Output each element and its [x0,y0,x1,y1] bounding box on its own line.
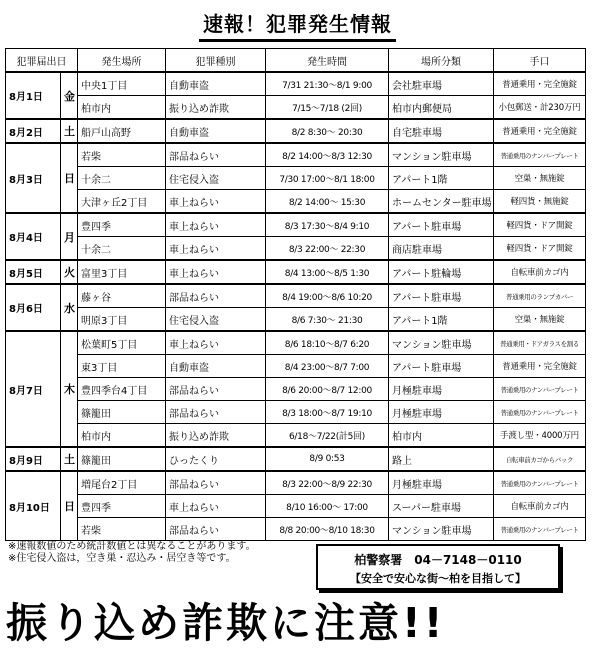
location-category-cell: 柏市内 [389,424,494,448]
method-cell: 空巣・無施錠 [494,308,586,332]
crime-type-cell: 自動車盗 [166,72,266,96]
table-row [6,167,586,190]
place-cell: 若柴 [78,518,166,541]
place-cell: 篠籠田 [78,447,166,471]
crime-type-cell: 車上ねらい [166,213,266,237]
place-cell: 柏市内 [78,424,166,448]
table-row [6,424,586,448]
report-date-cell: 8月1日 [6,72,61,119]
day-of-week-cell: 水 [61,284,78,331]
header-location-category: 場所分類 [389,49,494,73]
report-date-cell: 8月7日 [6,331,61,447]
time-cell: 8/2 8:30～ 20:30 [266,119,389,143]
report-date-cell: 8月6日 [6,284,61,331]
header-crime-type: 犯罪種別 [166,49,266,73]
crime-table [5,48,586,541]
time-cell: 8/4 13:00～8/5 1:30 [266,260,389,284]
time-cell: 8/3 17:30～8/4 9:10 [266,213,389,237]
table-row [6,213,586,237]
crime-type-cell: 車上ねらい [166,331,266,355]
place-cell: 富里3丁目 [78,260,166,284]
report-date-cell: 8月3日 [6,143,61,213]
method-cell: 普通乗用のナンバープレート [494,401,586,424]
police-contact-box [316,544,560,590]
table-row [6,378,586,401]
place-cell: 篠籠田 [78,401,166,424]
table-row [6,284,586,308]
location-category-cell: マンション駐車場 [389,518,494,541]
crime-type-cell: 車上ねらい [166,495,266,518]
header-report-date: 犯罪届出日 [6,49,78,73]
table-row [6,518,586,541]
crime-type-cell: 振り込め詐欺 [166,424,266,448]
location-category-cell: マンション駐車場 [389,143,494,167]
method-cell: 普通乗用のナンバープレート [494,471,586,495]
report-date-cell: 8月10日 [6,471,61,541]
location-category-cell: アパート1階 [389,167,494,190]
time-cell: 8/10 16:00～ 17:00 [266,495,389,518]
method-cell: 手渡し型・4000万円 [494,424,586,448]
crime-type-cell: 部品ねらい [166,401,266,424]
table-row [6,355,586,378]
location-category-cell: アパート駐輪場 [389,260,494,284]
notes [8,541,256,565]
time-cell: 7/15～7/18 (2回) [266,96,389,120]
location-category-cell: 自宅駐車場 [389,119,494,143]
table-header-row [6,49,586,73]
crime-type-cell: 車上ねらい [166,237,266,261]
report-date-cell: 8月4日 [6,213,61,260]
location-category-cell: 路上 [389,447,494,471]
method-cell: 空巣・無施錠 [494,167,586,190]
place-cell: 増尾台2丁目 [78,471,166,495]
location-category-cell: 月極駐車場 [389,378,494,401]
time-cell: 8/6 7:30～ 21:30 [266,308,389,332]
time-cell: 8/3 22:00～ 22:30 [266,237,389,261]
place-cell: 中央1丁目 [78,72,166,96]
table-row [6,308,586,332]
table-row [6,331,586,355]
time-cell: 8/2 14:00～8/3 12:30 [266,143,389,167]
page-title-text: 速報！犯罪発生情報 [199,8,396,42]
time-cell: 8/9 0:53 [266,447,389,471]
crime-type-cell: 自動車盗 [166,355,266,378]
time-cell: 7/31 21:30～8/1 9:00 [266,72,389,96]
location-category-cell: アパート駐車場 [389,213,494,237]
crime-type-cell: 部品ねらい [166,143,266,167]
time-cell: 6/18～7/22(計5回) [266,424,389,448]
crime-type-cell: 部品ねらい [166,378,266,401]
place-cell: 松葉町5丁目 [78,331,166,355]
day-of-week-cell: 金 [61,72,78,119]
table-row [6,96,586,120]
location-category-cell: 柏市内郵便局 [389,96,494,120]
table-row [6,447,586,471]
location-category-cell: 会社駐車場 [389,72,494,96]
crime-type-cell: 部品ねらい [166,284,266,308]
location-category-cell: 月極駐車場 [389,401,494,424]
method-cell: 小包郵送・計230万円 [494,96,586,120]
fraud-warning-slogan: 振り込め詐欺に注意!! [6,599,446,647]
method-cell: 普通乗用・完全施錠 [494,355,586,378]
method-cell: 普通乗用のナンバープレート [494,378,586,401]
table-row [6,237,586,261]
crime-type-cell: 振り込め詐欺 [166,96,266,120]
table-row [6,260,586,284]
time-cell: 7/30 17:00～8/1 18:00 [266,167,389,190]
time-cell: 8/8 20:00～8/10 18:30 [266,518,389,541]
page-title [0,8,595,42]
place-cell: 豊四季台4丁目 [78,378,166,401]
header-place: 発生場所 [78,49,166,73]
table-row [6,190,586,214]
time-cell: 8/4 19:00～8/6 10:20 [266,284,389,308]
time-cell: 8/6 20:00～8/7 12:00 [266,378,389,401]
day-of-week-cell: 日 [61,143,78,213]
location-category-cell: アパート駐車場 [389,284,494,308]
day-of-week-cell: 土 [61,119,78,143]
place-cell: 明原3丁目 [78,308,166,332]
place-cell: 若柴 [78,143,166,167]
day-of-week-cell: 月 [61,213,78,260]
location-category-cell: ホームセンター駐車場 [389,190,494,214]
police-motto: 【安全で安心な街～柏を目指して】 [350,572,526,585]
table-row [6,143,586,167]
crime-type-cell: 車上ねらい [166,260,266,284]
method-cell: 軽四貨・ドア開錠 [494,213,586,237]
place-cell: 船戸山高野 [78,119,166,143]
method-cell: 普通乗用のナンバープレート [494,143,586,167]
method-cell: 軽四貨・無施錠 [494,190,586,214]
method-cell: 普通乗用・完全施錠 [494,72,586,96]
table-row [6,119,586,143]
table-row [6,401,586,424]
time-cell: 8/6 18:10～8/7 6:20 [266,331,389,355]
place-cell: 東3丁目 [78,355,166,378]
method-cell: 普通乗用・完全施錠 [494,119,586,143]
method-cell: 普通乗用のランプカバー [494,284,586,308]
place-cell: 十余二 [78,237,166,261]
method-cell: 自転車前カゴ内 [494,495,586,518]
crime-type-cell: 住宅侵入盗 [166,308,266,332]
table-row [6,471,586,495]
report-date-cell: 8月5日 [6,260,61,284]
method-cell: 自転車前カゴ内 [494,260,586,284]
place-cell: 柏市内 [78,96,166,120]
note-line: ※速報数値のため統計数値とは異なることがあります。 [8,541,256,552]
day-of-week-cell: 木 [61,331,78,447]
time-cell: 8/4 23:00～8/7 7:00 [266,355,389,378]
time-cell: 8/2 14:00～ 15:30 [266,190,389,214]
location-category-cell: 月極駐車場 [389,471,494,495]
crime-type-cell: 車上ねらい [166,190,266,214]
method-cell: 普通乗用のナンバープレート [494,518,586,541]
location-category-cell: スーパー駐車場 [389,495,494,518]
location-category-cell: マンション駐車場 [389,331,494,355]
location-category-cell: アパート1階 [389,308,494,332]
day-of-week-cell: 火 [61,260,78,284]
header-time: 発生時間 [266,49,389,73]
report-date-cell: 8月9日 [6,447,61,471]
crime-table-body [6,72,586,541]
crime-type-cell: 部品ねらい [166,471,266,495]
crime-type-cell: 住宅侵入盗 [166,167,266,190]
method-cell: 軽四貨・ドア開錠 [494,237,586,261]
place-cell: 豊四季 [78,495,166,518]
note-line: ※住宅侵入盗は，空き巣・忍込み・居空き等です。 [8,553,236,564]
table-row [6,72,586,96]
day-of-week-cell: 日 [61,471,78,541]
location-category-cell: 商店駐車場 [389,237,494,261]
crime-type-cell: ひったくり [166,447,266,471]
place-cell: 藤ヶ谷 [78,284,166,308]
report-date-cell: 8月2日 [6,119,61,143]
location-category-cell: アパート駐車場 [389,355,494,378]
method-cell: 普通乗用・ドアガラスを割る [494,331,586,355]
method-cell: 自転車前カゴからバック [494,447,586,471]
time-cell: 8/3 18:00～8/7 19:10 [266,401,389,424]
table-row [6,495,586,518]
crime-type-cell: 自動車盗 [166,119,266,143]
place-cell: 豊四季 [78,213,166,237]
day-of-week-cell: 土 [61,447,78,471]
header-method: 手口 [494,49,586,73]
place-cell: 大津ヶ丘2丁目 [78,190,166,214]
crime-type-cell: 部品ねらい [166,518,266,541]
time-cell: 8/3 22:00～8/9 22:30 [266,471,389,495]
police-phone: 柏警察署 04－7148－0110 [354,553,522,567]
place-cell: 十余二 [78,167,166,190]
